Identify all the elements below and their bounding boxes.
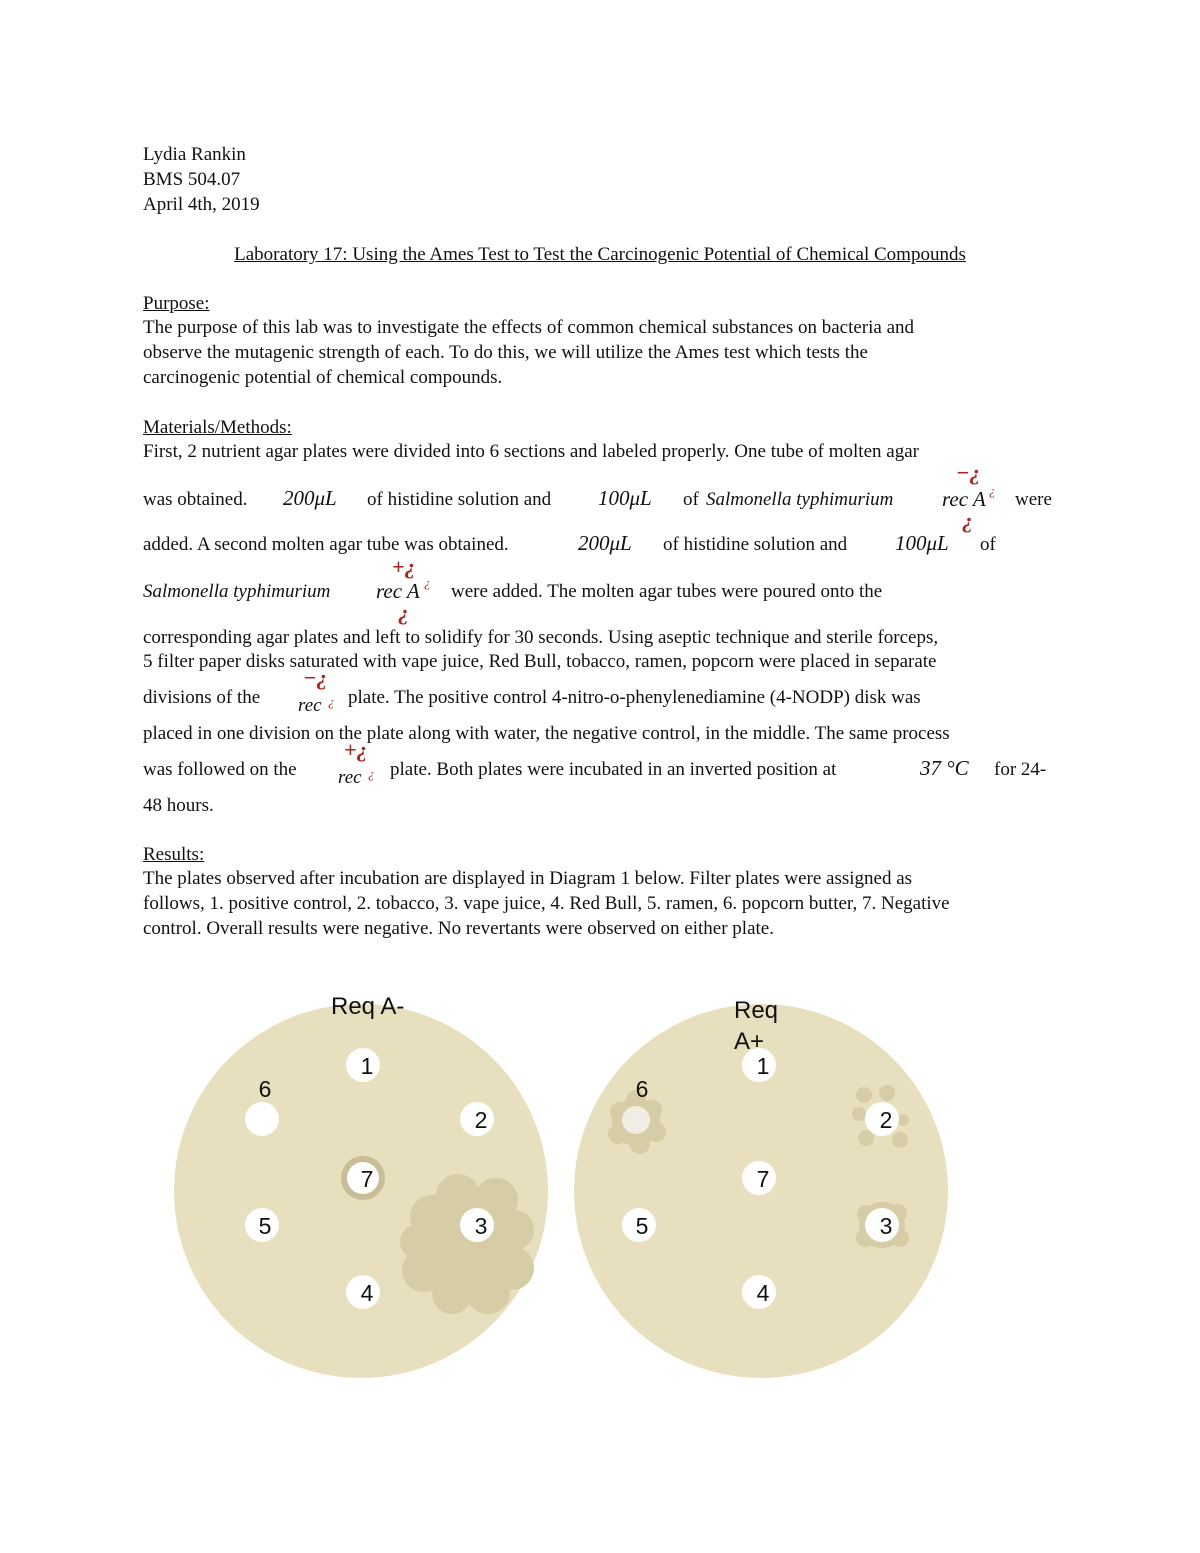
disk-label: 5	[635, 1213, 649, 1239]
purpose-line: The purpose of this lab was to investigate the effects of common chemical substances on bacteria and	[143, 317, 915, 338]
results-line: The plates observed after incubation are displayed in Diagram 1 below. Filter plates were assigned as	[143, 868, 913, 889]
equation-artifact: ¿	[328, 694, 335, 709]
disk-label: 1	[360, 1053, 374, 1079]
plate-label: Req	[734, 997, 779, 1024]
volume-100ul: 100μL	[598, 486, 652, 510]
methods-text: added. A second molten agar tube was obtained.	[143, 534, 509, 555]
equation-superscript: +¿	[344, 737, 368, 762]
equation-artifact: ¿	[989, 483, 996, 498]
volume-100ul: 100μL	[895, 531, 949, 555]
course-code: BMS 504.07	[143, 169, 241, 190]
incubation-temperature: 37 °C	[920, 756, 969, 780]
plate-req-a-minus	[174, 993, 548, 1378]
methods-text: for 24-	[994, 759, 1047, 780]
disk-label: 2	[474, 1107, 488, 1133]
strain-label: rec	[338, 767, 362, 788]
purpose-heading: Purpose:	[143, 293, 210, 314]
filter-disk-6	[622, 1106, 650, 1134]
methods-text: was obtained.	[143, 489, 248, 510]
disk-label: 2	[879, 1107, 893, 1133]
purpose-line: carcinogenic potential of chemical compounds.	[143, 367, 503, 388]
plate-label: Req A-	[331, 993, 405, 1020]
methods-text: were	[1015, 489, 1052, 510]
volume-200ul: 200μL	[578, 531, 632, 555]
equation-artifact: ¿	[368, 766, 375, 781]
methods-line: placed in one division on the plate along with water, the negative control, in the middle. The same process	[143, 723, 950, 744]
results-line: follows, 1. positive control, 2. tobacco, 3. vape juice, 4. Red Bull, 5. ramen, 6. popcorn butter, 7. Negative	[143, 893, 950, 914]
methods-line: corresponding agar plates and left to solidify for 30 seconds. Using aseptic technique and sterile forceps,	[143, 627, 939, 648]
plate-req-a-plus	[574, 997, 948, 1378]
methods-text: of	[683, 489, 699, 510]
organism-name: Salmonella typhimurium	[706, 489, 894, 510]
methods-text: were added. The molten agar tubes were poured onto the	[451, 581, 883, 602]
methods-text: plate. Both plates were incubated in an inverted position at	[390, 759, 837, 780]
disk-label: 7	[756, 1166, 770, 1192]
strain-label: rec	[298, 695, 322, 716]
methods-text: of histidine solution and	[663, 534, 848, 555]
purpose-line: observe the mutagenic strength of each. To do this, we will utilize the Ames test which tests the	[143, 342, 868, 363]
methods-heading: Materials/Methods:	[143, 417, 292, 438]
methods-line: 5 filter paper disks saturated with vape juice, Red Bull, tobacco, ramen, popcorn were placed in separate	[143, 651, 937, 672]
results-heading: Results:	[143, 844, 205, 865]
author-name: Lydia Rankin	[143, 144, 246, 165]
disk-label: 1	[756, 1053, 770, 1079]
disk-label: 4	[756, 1280, 770, 1306]
disk-label: 4	[360, 1280, 374, 1306]
equation-superscript: −¿	[956, 460, 981, 485]
filter-disk-6	[245, 1102, 279, 1136]
organism-name: Salmonella typhimurium	[143, 581, 331, 602]
disk-label: 6	[258, 1076, 272, 1102]
report-date: April 4th, 2019	[143, 194, 260, 215]
disk-label: 3	[474, 1213, 488, 1239]
plate-label: A+	[734, 1028, 765, 1055]
disk-label: 7	[360, 1166, 374, 1192]
equation-superscript: +¿	[392, 554, 416, 579]
methods-text: of histidine solution and	[367, 489, 552, 510]
equation-artifact: ¿	[424, 575, 431, 590]
methods-text: plate. The positive control 4-nitro-o-phenylenediamine (4-NODP) disk was	[348, 687, 921, 708]
results-line: control. Overall results were negative. No revertants were observed on either plate.	[143, 918, 774, 939]
equation-artifact: ¿	[398, 600, 409, 625]
methods-text: divisions of the	[143, 687, 261, 708]
methods-line: 48 hours.	[143, 795, 214, 816]
equation-artifact: ¿	[962, 508, 973, 533]
volume-200ul: 200μL	[283, 486, 337, 510]
strain-label: rec A	[942, 487, 986, 511]
equation-superscript: −¿	[303, 665, 328, 690]
disk-label: 3	[879, 1213, 893, 1239]
disk-label: 6	[635, 1076, 649, 1102]
methods-line: First, 2 nutrient agar plates were divided into 6 sections and labeled properly. One tube of molten agar	[143, 441, 919, 462]
disk-label: 5	[258, 1213, 272, 1239]
strain-label: rec A	[376, 579, 420, 603]
methods-text: was followed on the	[143, 759, 297, 780]
methods-text: of	[980, 534, 996, 555]
lab-title: Laboratory 17: Using the Ames Test to Test the Carcinogenic Potential of Chemical Compounds	[234, 244, 966, 265]
